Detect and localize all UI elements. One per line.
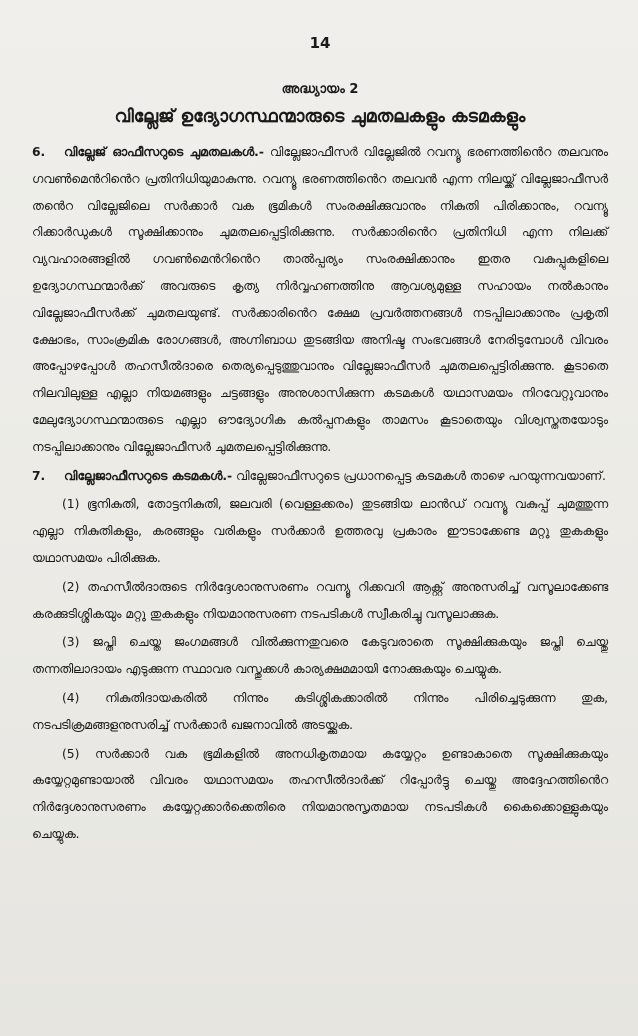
duty-item-3: (3) ജപ്തി ചെയ്ത ജംഗമങ്ങൾ വിൽക്കുന്നതുവരെ കേടുവരാതെ സൂക്ഷിക്കുകയും ജപ്തി ചെയ്തു തന്നതിലാദായം എടുക്കുന്ന സ്ഥാവര വസ്തുക്കൾ കാര്യക്ഷമമായി നോക്കുകയും ചെയ്യുക. xyxy=(32,635,608,677)
section-body: വില്ലേജാഫീസർ വില്ലേജിൽ റവന്യൂ ഭരണത്തിൻെറ തലവനും ഗവൺമെൻറിൻെറ പ്രതിനിധിയുമാകുന്നു. റവന്യൂ ഭരണത്തിൻെറ തലവൻ എന്ന നിലയ്ക്ക് വില്ലേജാഫീസർ തൻെറ വില്ലേജിലെ സർക്കാർ വക ഭൂമികൾ സംരക്ഷിക്കുവാനും നികുതി പിരിക്കാനും, റവന്യൂ റിക്കാർഡുകൾ സൂക്ഷിക്കാനും ചുമതലപ്പെട്ടിരിക്കുന്നു. സർക്കാരിൻെറ പ്രതിനിധി എന്ന നിലക്ക് വ്യവഹാരങ്ങളിൽ ഗവൺമെൻറിൻെറ താൽപ്പര്യം സംരക്ഷിക്കാനും ഇതര വകുപ്പുകളിലെ ഉദ്യോഗസ്ഥന്മാർക്ക് അവരുടെ കൃത്യ നിർവ്വഹണത്തിനു ആവശ്യമുള്ള സഹായം നൽകാനും വില്ലേജാഫീസർക്ക് ചുമതലയുണ്ട്. സർക്കാരിൻെറ ക്ഷേമ പ്രവർത്തനങ്ങൾ നടപ്പിലാക്കാനും പ്രകൃതി ക്ഷോഭം, സാംക്രമിക രോഗങ്ങൾ, അഗ്നിബാധ തുടങ്ങിയ അനിഷ്ട സംഭവങ്ങൾ നേരിടുമ്പോൾ വിവരം അപ്പോഴപ്പോൾ തഹസീൽദാരെ തെര്യപ്പെടുത്തുവാനും വില്ലേജാഫീസർ ചുമതലപ്പെട്ടിരിക്കുന്നു. കൂടാതെ നിലവിലുള്ള എല്ലാ നിയമങ്ങളും ചട്ടങ്ങളും അനുശാസിക്കുന്ന കടമകൾ യഥാസമയം നിറവേറ്റുവാനും മേലുദ്യോഗസ്ഥന്മാരുടെ എല്ലാ ഔദ്യോഗിക കൽപ്പനകളും താമസം കൂടാതെയും വിശ്വസ്തതയോടും നടപ്പിലാക്കാനും വില്ലേജാഫീസർ ചുമതലപ്പെട്ടിരിക്കുന്നു. xyxy=(32,145,608,454)
chapter-heading: അദ്ധ്യായം 2 xyxy=(281,82,359,97)
duty-item-4: (4) നികുതിദായകരിൽ നിന്നും കുടിശ്ശികക്കാരിൽ നിന്നും പിരിച്ചെടുക്കുന്ന തുക, നടപടിക്രമങ്ങളനുസരിച്ച് സർക്കാർ ഖജനാവിൽ അടയ്ക്കുക. xyxy=(32,690,608,732)
section-7 xyxy=(32,463,608,490)
section-number: 7. xyxy=(32,468,46,483)
section-body: വില്ലേജാഫീസറുടെ പ്രധാനപ്പെട്ട കടമകൾ താഴെ പറയുന്നവയാണ്. xyxy=(236,468,606,483)
page-title: വില്ലേജ് ഉദ്യോഗസ്ഥന്മാരുടെ ചുമതലകളും കടമകളും xyxy=(114,107,526,127)
duty-item-5: (5) സർക്കാർ വക ഭൂമികളിൽ അനധികൃതമായ കയ്യേറ്റം ഉണ്ടാകാതെ സൂക്ഷിക്കുകയും കയ്യേറ്റമുണ്ടായാൽ വിവരം യഥാസമയം തഹസീൽദാർക്ക് റിപ്പോർട്ടു ചെയ്തു അദ്ദേഹത്തിൻെറ നിർദ്ദേശാനുസരണം കയ്യേറ്റക്കാർക്കെതിരെ നിയമാനുസൃതമായ നടപടികൾ കൈക്കൊള്ളുകയും ചെയ്യുക. xyxy=(32,746,608,841)
section-number: 6. xyxy=(32,145,46,159)
section-heading: വില്ലേജ് ഓഫീസറുടെ ചുമതലകൾ.- xyxy=(64,145,264,159)
section-6 xyxy=(32,139,608,461)
duty-item-1: (1) ഭൂനികുതി, തോട്ടനികുതി, ജലവരി (വെള്ളക്കരം) തുടങ്ങിയ ലാൻഡ് റവന്യൂ വകുപ്പ് ചുമത്തുന്ന എല്ലാ നികുതികളും, കരങ്ങളും വരികളും സർക്കാർ ഉത്തരവു പ്രകാരം ഈടാക്കേണ്ട മറ്റു തുകകളും യഥാസമയം പിരിക്കുക. xyxy=(32,497,608,565)
section-heading: വില്ലേജാഫീസറുടെ കടമകൾ.- xyxy=(64,468,233,483)
duty-item-2: (2) തഹസീൽദാരുടെ നിർദ്ദേശാനുസരണം റവന്യൂ റിക്കവറി ആക്റ്റ് അനുസരിച്ച് വസൂലാക്കേണ്ട കരക്കുടിശ്ശികയും മറ്റു തുകകളും നിയമാനുസരണ നടപടികൾ സ്വീകരിച്ചു വസൂലാക്കുക. xyxy=(32,579,608,621)
page-number: 14 xyxy=(309,34,331,52)
